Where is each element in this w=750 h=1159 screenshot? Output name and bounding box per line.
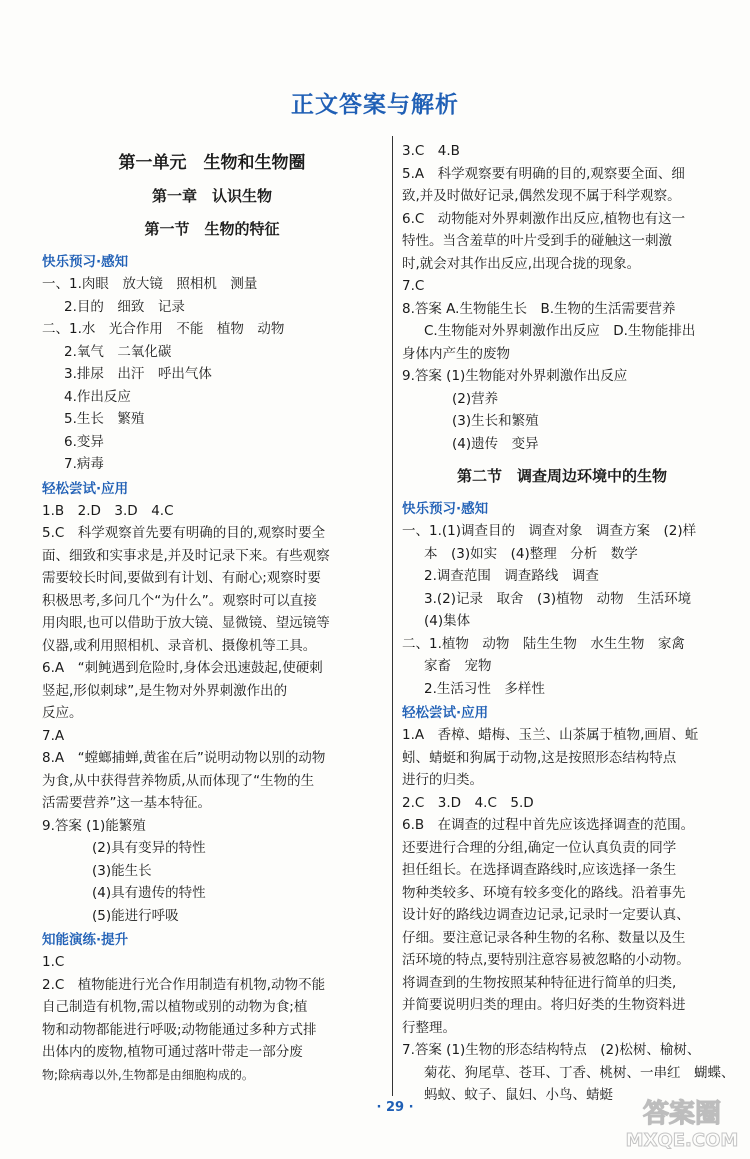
unit-title: 第一单元 生物和生物圈: [118, 153, 306, 173]
answer-line: 5.C 科学观察首先要有明确的目的,观察时要全: [42, 525, 326, 541]
answer-line: 2.生活习性 多样性: [424, 680, 545, 697]
answer-line: 用肉眼,也可以借助于放大镜、显微镜、望远镜等: [42, 615, 330, 631]
answer-line: 3.排尿 出汗 呼出气体: [64, 366, 212, 382]
answer-line: (2)具有变异的特性: [92, 840, 206, 856]
page-number: · 29 ·: [376, 1100, 414, 1115]
chapter-title: 第一章 认识生物: [151, 187, 272, 205]
answer-line: 蚂蚁、蚊子、鼠妇、小鸟、蜻蜓: [424, 1087, 613, 1103]
column-divider: [392, 136, 393, 1096]
answer-line: 6.A “刺鲀遇到危险时,身体会迅速鼓起,使硬刺: [42, 660, 323, 676]
answer-line: 8.答案 A.生物能生长 B.生物的生活需要营养: [402, 300, 676, 317]
answer-line: 一、1.肉眼 放大镜 照相机 测量: [42, 276, 258, 292]
answer-line: 2.调查范围 调查路线 调查: [424, 568, 599, 584]
answer-line: 2.目的 细致 记录: [64, 298, 185, 315]
answer-line: (5)能进行呼吸: [92, 907, 179, 924]
answer-line: 9.答案 (1)生物能对外界刺激作出反应: [402, 368, 628, 384]
answer-line: 身体内产生的废物: [402, 345, 510, 362]
answer-line: 将调查到的生物按照某种特征进行简单的归类,: [402, 974, 677, 991]
answer-line: 一、1.(1)调查目的 调查对象 调查方案 (2)样: [402, 523, 697, 539]
answer-line: 设计好的路线边调查边记录,记录时一定要认真、: [402, 907, 690, 923]
right-column: [402, 140, 735, 1107]
answer-line: 行整理。: [402, 1019, 456, 1036]
answer-line: 7.A: [42, 727, 65, 744]
answer-line: 物;除病毒以外,生物都是由细胞构成的。: [42, 1067, 254, 1082]
answer-line: C.生物能对外界刺激作出反应 D.生物能排出: [424, 323, 696, 339]
answer-line: 3.(2)记录 取舍 (3)植物 动物 生活环境: [424, 590, 692, 607]
answer-line: 7.C: [402, 278, 425, 294]
answer-line: 7.病毒: [64, 456, 104, 472]
left-column: [42, 140, 382, 1086]
answer-line: 二、1.植物 动物 陆生生物 水生生物 家禽: [402, 635, 685, 652]
watermark-logo: [620, 1092, 745, 1152]
section-label-preview: 快乐预习·感知: [42, 254, 129, 270]
answer-line: 3.C 4.B: [402, 143, 460, 159]
answer-line: 致,并及时做好记录,偶然发现不属于科学观察。: [402, 188, 681, 204]
answer-line: 活需要营养”这一基本特征。: [42, 795, 211, 811]
answer-line: (3)能生长: [92, 862, 152, 879]
section-title: 第一节 生物的特征: [144, 220, 280, 238]
answer-line: 积极思考,多问几个“为什么”。观察时可以直接: [42, 592, 317, 609]
answer-line: 反应。: [42, 705, 83, 721]
answer-line: 仔细。要注意记录各种生物的名称、数量以及生: [402, 929, 686, 946]
answer-line: 家畜 宠物: [424, 658, 492, 674]
answer-line: 活环境的特点,要特别注意容易被忽略的小动物。: [402, 952, 690, 968]
answer-line: 6.变异: [64, 433, 104, 450]
answer-line: 1.C: [42, 954, 65, 970]
section2-title: 第二节 调查周边环境中的生物: [456, 467, 667, 485]
answer-line: 仪器,或利用照相机、录音机、摄像机等工具。: [42, 637, 317, 654]
answer-line: 需要较长时间,要做到有计划、有耐心;观察时要: [42, 570, 321, 586]
answer-line: 面、细致和实事求是,并及时记录下来。有些观察: [42, 547, 330, 564]
answer-line: (4)遗传 变异: [452, 435, 539, 452]
answer-line: (4)具有遗传的特性: [92, 885, 206, 901]
answer-line: 8.A “螳螂捕蝉,黄雀在后”说明动物以别的动物: [42, 750, 326, 766]
answer-line: 二、1.水 光合作用 不能 植物 动物: [42, 321, 285, 337]
answer-line: 物种类较多、环境有较多变化的路线。沿着事先: [402, 884, 686, 901]
answer-line: 6.B 在调查的过程中首先应该选择调查的范围。: [402, 817, 695, 833]
answer-line: 出体内的废物,植物可通过落叶带走一部分废: [42, 1044, 303, 1060]
answer-line: 本 (3)如实 (4)整理 分析 数学: [424, 545, 638, 562]
answer-line: 担任组长。在选择调查路线时,应该选择一条生: [402, 862, 677, 878]
answer-line: 时,就会对其作出反应,出现合拢的现象。: [402, 255, 641, 272]
answer-line: 7.答案 (1)生物的形态结构特点 (2)松树、榆树、: [402, 1042, 701, 1058]
watermark-line1: 答案圈: [642, 1099, 722, 1129]
answer-line: 5.生长 繁殖: [64, 411, 145, 427]
section-label-preview: 快乐预习·感知: [402, 501, 489, 517]
page-title: 正文答案与解析: [291, 92, 459, 118]
answer-line: 进行的归类。: [402, 772, 483, 788]
answer-line: 4.作出反应: [64, 388, 131, 405]
answer-line: 1.A 香樟、蜡梅、玉兰、山茶属于植物,画眉、蚯: [402, 727, 699, 743]
section-label-practice: 知能演练·提升: [42, 932, 129, 948]
answer-line: 物和动物都能进行呼吸;动物能通过多种方式排: [42, 1021, 317, 1038]
answer-line: 并简要说明归类的理由。将归好类的生物资料进: [402, 997, 686, 1013]
answer-line: 2.C 3.D 4.C 5.D: [402, 794, 534, 811]
answer-line: (4)集体: [424, 613, 471, 629]
answer-line: 蚓、蜻蜓和狗属于动物,这是按照形态结构特点: [402, 749, 677, 766]
answer-line: 5.A 科学观察要有明确的目的,观察要全面、细: [402, 165, 685, 182]
answer-line: 2.C 植物能进行光合作用制造有机物,动物不能: [42, 976, 326, 993]
answer-line: (2)营养: [452, 390, 499, 407]
answer-line: 2.氧气 二氧化碳: [64, 343, 172, 360]
answer-line: (3)生长和繁殖: [452, 413, 539, 429]
answer-line: 9.答案 (1)能繁殖: [42, 817, 146, 834]
answer-line: 菊花、狗尾草、苍耳、丁香、桃树、一串红 蝴蝶、: [424, 1064, 735, 1081]
answer-line: 自己制造有机物,需以植物或别的动物为食;植: [42, 999, 308, 1015]
answer-line: 竖起,形似刺球”,是生物对外界刺激作出的: [42, 682, 288, 699]
answer-line: 为食,从中获得营养物质,从而体现了“生物的生: [42, 772, 315, 789]
answer-line: 1.B 2.D 3.D 4.C: [42, 502, 174, 519]
answer-line: 6.C 动物能对外界刺激作出反应,植物也有这一: [402, 210, 686, 227]
section-label-try: 轻松尝试·应用: [42, 480, 129, 497]
watermark-line2: MXQE.COM: [625, 1130, 739, 1151]
answer-line: 特性。当含羞草的叶片受到手的碰触这一刺激: [402, 233, 672, 249]
answer-line: 还要进行合理的分组,确定一位认真负责的同学: [402, 839, 677, 856]
section-label-try: 轻松尝试·应用: [402, 705, 489, 721]
